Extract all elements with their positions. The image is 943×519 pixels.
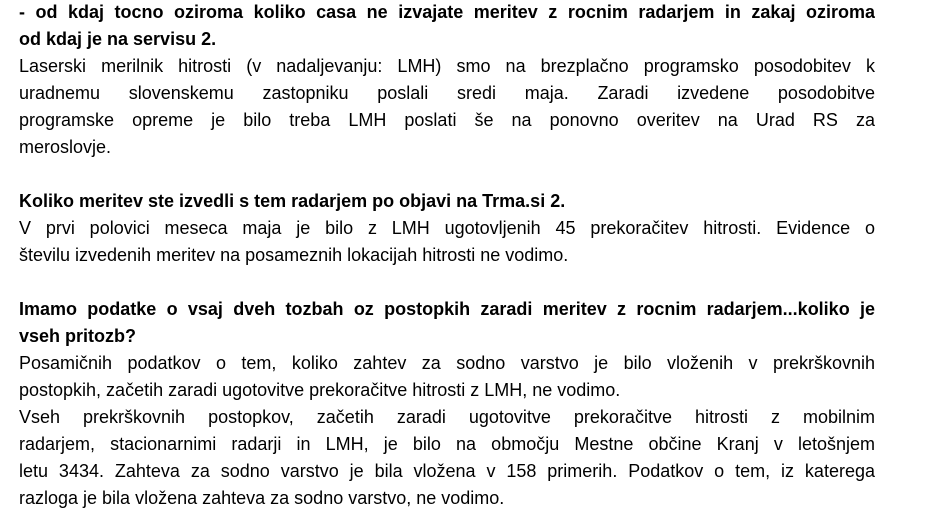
answer-line: Posamičnih podatkov o tem, koliko zahtev za sodno varstvo je bilo vloženih v prekrškovnih — [19, 353, 875, 373]
answer-1 — [19, 53, 875, 161]
answer-line: meroslovje. — [19, 137, 112, 157]
answer-3 — [19, 350, 875, 512]
question-line: vseh pritozb? — [19, 326, 137, 346]
question-line: Imamo podatke o vsaj dveh tozbah oz postopkih zaradi meritev z rocnim radarjem...koliko je — [19, 299, 875, 319]
answer-line: postopkih, začetih zaradi ugotovitve prekoračitve hitrosti z LMH, ne vodimo. — [19, 380, 621, 400]
answer-line: uradnemu slovenskemu zastopniku poslali sredi maja. Zaradi izvedene posodobitve — [19, 83, 875, 103]
answer-line: Laserski merilnik hitrosti (v nadaljevanju: LMH) smo na brezplačno programsko posodobitev k — [19, 56, 875, 76]
answer-line: razloga je bila vložena zahteva za sodno varstvo, ne vodimo. — [19, 488, 505, 508]
answer-2 — [19, 215, 875, 269]
question-2 — [19, 188, 875, 215]
question-1 — [19, 0, 875, 53]
question-line: od kdaj je na servisu 2. — [19, 29, 217, 49]
question-3 — [19, 296, 875, 350]
question-line: - od kdaj tocno oziroma koliko casa ne izvajate meritev z rocnim radarjem in zakaj oziroma — [19, 2, 875, 22]
answer-line: letu 3434. Zahteva za sodno varstvo je bila vložena v 158 primerih. Podatkov o tem, iz katerega — [19, 461, 875, 481]
answer-line: radarjem, stacionarnimi radarji in LMH, je bilo na območju Mestne občine Kranj v letošnjem — [19, 434, 875, 454]
question-line: Koliko meritev ste izvedli s tem radarjem po objavi na Trma.si 2. — [19, 191, 566, 211]
answer-line: Vseh prekrškovnih postopkov, začetih zaradi ugotovitve prekoračitve hitrosti z mobilnim — [19, 407, 875, 427]
paragraph-gap — [19, 269, 875, 296]
answer-line: programske opreme je bilo treba LMH poslati še na ponovno overitev na Urad RS za — [19, 110, 875, 130]
paragraph-gap — [19, 161, 875, 188]
answer-line: V prvi polovici meseca maja je bilo z LMH ugotovljenih 45 prekoračitev hitrosti. Evidence o — [19, 218, 875, 238]
answer-line: številu izvedenih meritev na posameznih lokacijah hitrosti ne vodimo. — [19, 245, 569, 265]
